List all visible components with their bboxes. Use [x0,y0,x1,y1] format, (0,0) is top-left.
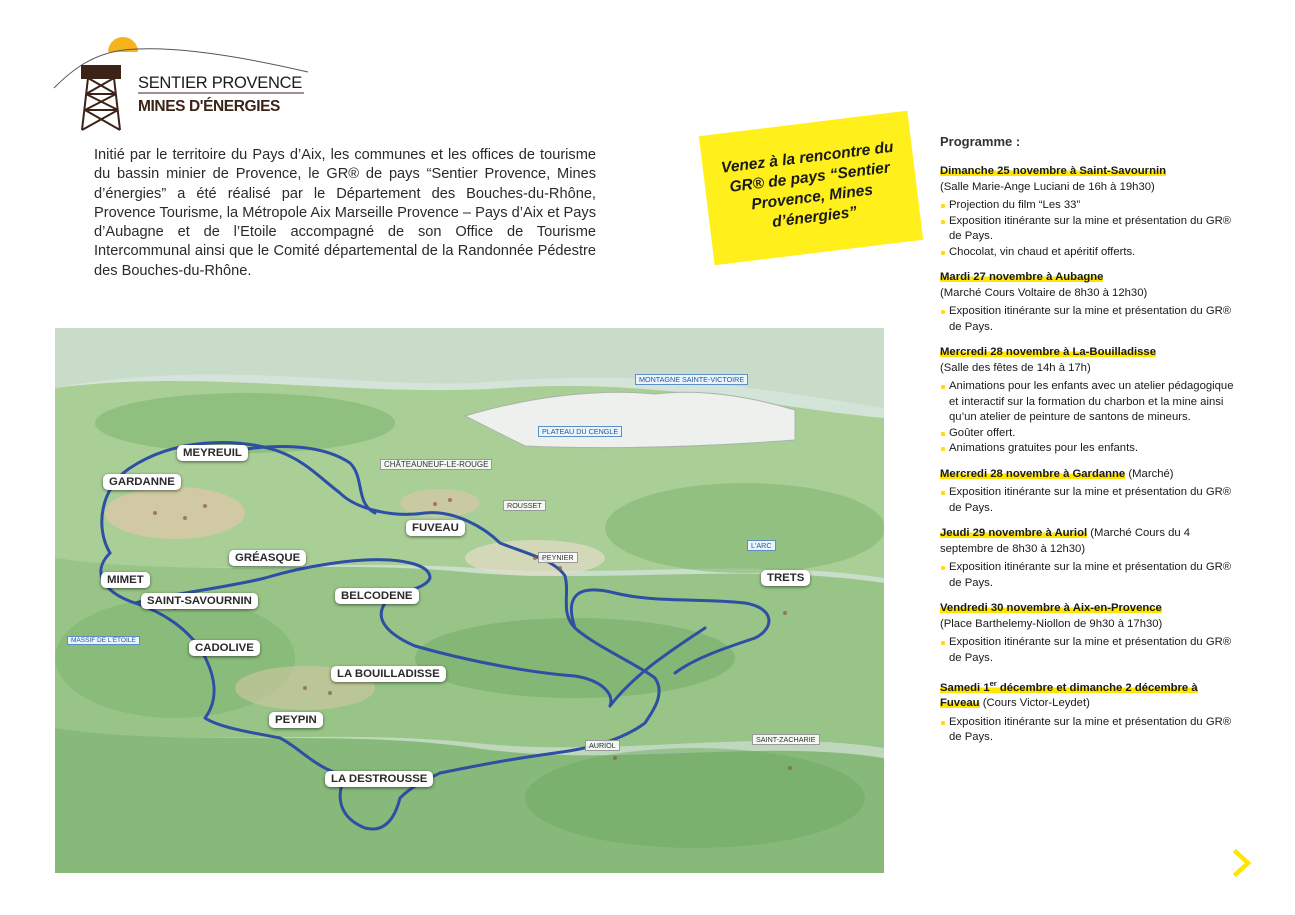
event-list-item: Animations pour les enfants avec un atelier pédagogique et interactif sur la formation du charbon et la mine ainsi qu’un atelier de peinture de santons de mineurs. [949,379,1240,426]
map-tag-massif-de-letoile: MASSIF DE L'ÉTOILE [67,636,140,645]
event-list [940,715,1240,746]
banner-text: Venez à la rencontre du GR® de pays “Sentier Provence, Mines d’énergies” [720,138,895,231]
event-detail: (Cours Victor-Leydet) [982,697,1090,710]
logo-title-line2: MINES D'ÉNERGIES [138,98,280,115]
map-label-la-bouilladisse: LA BOUILLADISSE [331,666,446,682]
map-tag-saint-zacharie: SAINT-ZACHARIE [752,734,820,745]
logo-title-line1: SENTIER PROVENCE [138,74,302,92]
event-list-item: Exposition itinérante sur la mine et présentation du GR® de Pays. [949,560,1240,591]
event-date: Jeudi 29 novembre à Auriol [940,527,1088,539]
event-date: Samedi 1er décembre et dimanche 2 décembre à Fuveau [940,679,1198,710]
map-tag-chateauneuf-le-rouge: CHÂTEAUNEUF-LE-ROUGE [380,459,492,470]
event-item [940,164,1240,260]
event-list-item: Goûter offert. [949,426,1240,442]
event-list-item: Exposition itinérante sur la mine et présentation du GR® de Pays. [949,635,1240,666]
event-detail: (Marché Cours Voltaire de 8h30 à 12h30) [940,286,1148,299]
map-tag-rousset: ROUSSET [503,500,546,511]
event-detail: (Place Barthelemy-Niollon de 9h30 à 17h30) [940,617,1163,630]
event-list-item: Exposition itinérante sur la mine et présentation du GR® de Pays. [949,304,1240,335]
map-tag-larc: L'ARC [747,540,776,551]
event-date: Mardi 27 novembre à Aubagne [940,271,1104,283]
intro-paragraph: Initié par le territoire du Pays d’Aix, les communes et les offices de tourisme du bassin minier de Provence, le GR® de pays “Sentier Provence, Mines d’énergies” a été réalisé par le Département des Bouches-du-Rhône, Provence Tourisme, la Métropole Aix Marseille Provence – Pays d’Aix et Pays d’Aubagne et de l’Etoile accompagné de son Office de Tourisme Intercommunal ainsi que le Comité départemental de la Randonnée Pédestre des Bouches-du-Rhône. [94,147,596,279]
event-list [940,635,1240,666]
event-list-item: Chocolat, vin chaud et apéritif offerts. [949,245,1240,261]
event-detail: (Salle des fêtes de 14h à 17h) [940,361,1091,374]
map-tag-montagne-sainte-victoire: MONTAGNE SAINTE-VICTOIRE [635,374,748,385]
event-list [940,198,1240,260]
event-detail: (Marché) [1128,467,1174,480]
event-item [940,467,1240,517]
map-label-la-destrousse: LA DESTROUSSE [325,771,433,787]
event-list [940,379,1240,457]
map-tag-auriol: AURIOL [585,740,620,751]
map-label-cadolive: CADOLIVE [189,640,260,656]
event-list-item: Exposition itinérante sur la mine et présentation du GR® de Pays. [949,715,1240,746]
event-date: Dimanche 25 novembre à Saint-Savournin [940,165,1167,177]
trail-map [55,328,884,873]
event-detail: (Marché Cours du 4 septembre de 8h30 à 12h30) [940,527,1191,555]
logo [52,36,312,136]
event-item [940,345,1240,457]
event-detail: (Salle Marie-Ange Luciani de 16h à 19h30) [940,180,1155,193]
map-label-gardanne: GARDANNE [103,474,181,490]
event-item [940,270,1240,335]
event-date: Mercredi 28 novembre à La-Bouilladisse [940,346,1156,358]
programme-section [940,134,1240,756]
map-label-belcodene: BELCODENE [335,588,419,604]
event-list-item: Projection du film “Les 33” [949,198,1240,214]
event-list-item: Animations gratuites pour les enfants. [949,441,1240,457]
event-list [940,560,1240,591]
event-date: Mercredi 28 novembre à Gardanne [940,467,1126,480]
event-date: Vendredi 30 novembre à Aix-en-Provence [940,602,1162,614]
map-tag-plateau-du-cengle: PLATEAU DU CENGLE [538,426,622,437]
event-list-item: Exposition itinérante sur la mine et présentation du GR® de Pays. [949,214,1240,245]
programme-title: Programme : [940,134,1021,149]
event-list-item: Exposition itinérante sur la mine et présentation du GR® de Pays. [949,485,1240,516]
event-item [940,526,1240,591]
event-list [940,304,1240,335]
map-label-trets: TRETS [761,570,810,586]
event-item [940,601,1240,666]
event-banner [699,111,923,266]
chevron-right-icon[interactable] [1232,848,1254,883]
map-label-peypin: PEYPIN [269,712,323,728]
map-label-saint-savournin: SAINT-SAVOURNIN [141,593,258,609]
map-label-mimet: MIMET [101,572,150,588]
map-label-meyreuil: MEYREUIL [177,445,248,461]
map-label-greasque: GRÉASQUE [229,550,306,566]
map-label-fuveau: FUVEAU [406,520,465,536]
event-item [940,676,1240,746]
map-tag-peynier: PEYNIER [538,552,578,563]
event-list [940,485,1240,516]
